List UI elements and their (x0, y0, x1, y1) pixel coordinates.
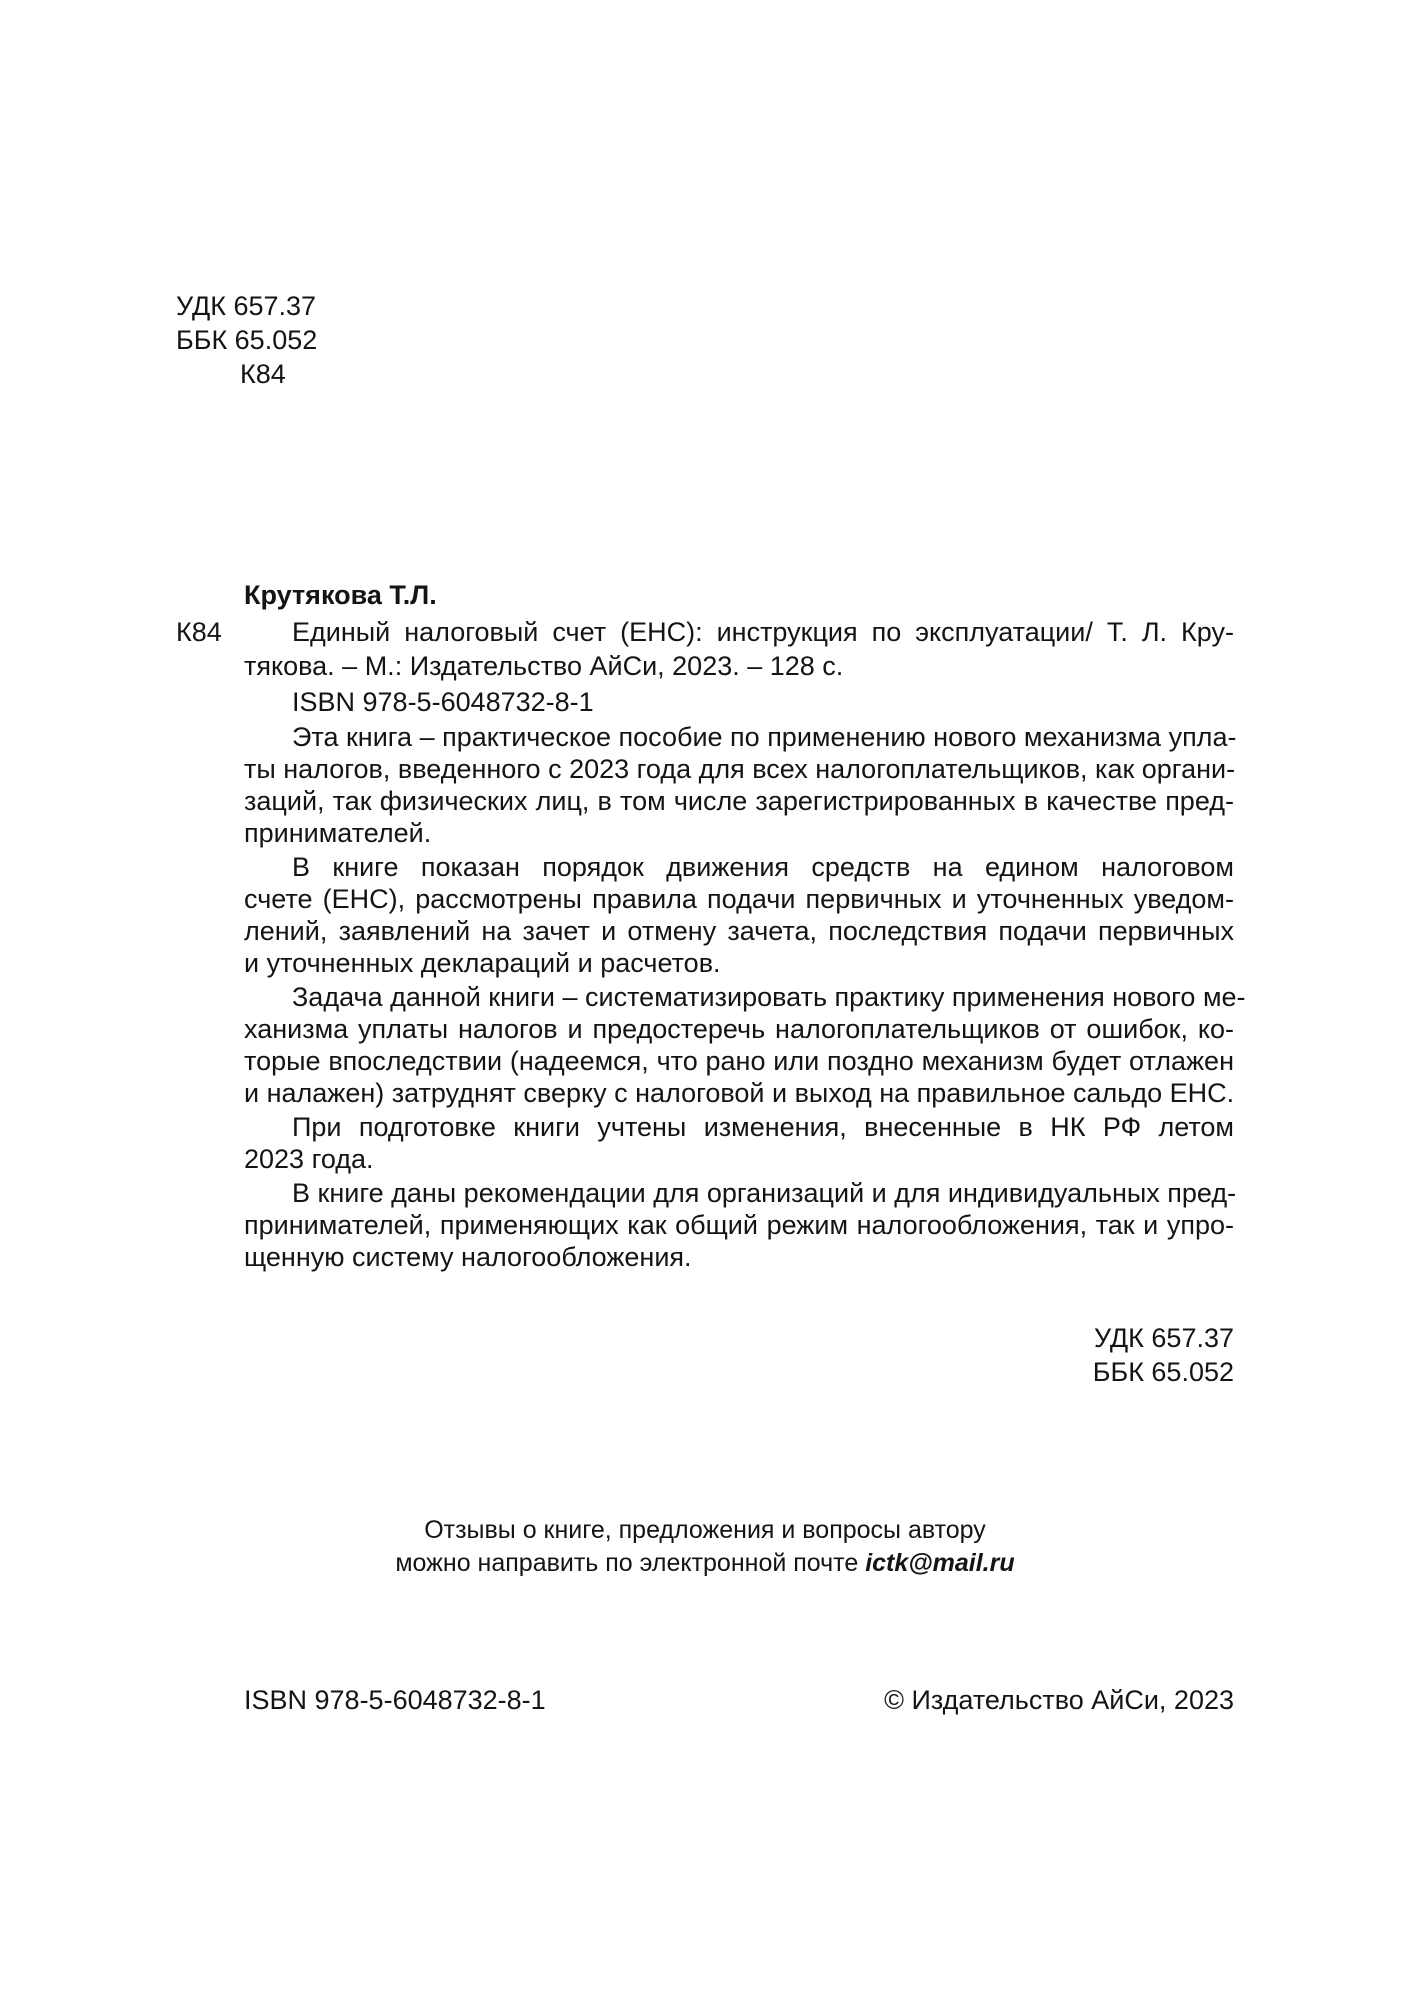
annotation-line: торые впоследствии (надеемся, что рано или поздно механизм будет отлажен (244, 1046, 1234, 1076)
udk-bottom: УДК 657.37 (1093, 1323, 1234, 1353)
annotation-line: щенную систему налогообложения. (244, 1242, 692, 1272)
annotation-line: и налажен) затруднят сверку с налоговой и выход на правильное сальдо ЕНС. (244, 1078, 1235, 1108)
annotation-line: В книге даны рекомендации для организаций и для индивидуальных пред- (292, 1178, 1237, 1208)
annotation-line: лений, заявлений на зачет и отмену зачета, последствия подачи первичных (244, 916, 1234, 946)
annotation-line: Задача данной книги – систематизировать практику применения нового ме- (292, 982, 1246, 1012)
annotation-line: В книге показан порядок движения средств на едином налоговом (292, 852, 1234, 882)
bibliographic-title-line: Единый налоговый счет (ЕНС): инструкция по эксплуатации/ Т. Л. Кру- (292, 617, 1234, 647)
annotation-line: Эта книга – практическое пособие по применению нового механизма упла- (292, 722, 1237, 752)
annotation-line: принимателей. (244, 818, 432, 848)
annotation-line: заций, так физических лиц, в том числе зарегистрированных в качестве пред- (244, 786, 1234, 816)
bibliographic-title-line: тякова. – М.: Издательство АйСи, 2023. – 128 с. (244, 651, 844, 681)
annotation-line: ты налогов, введенного с 2023 года для всех налогоплательщиков, как органи- (244, 754, 1236, 784)
bbk-top: ББК 65.052 (176, 325, 318, 355)
author-heading: Крутякова Т.Л. (244, 580, 437, 610)
annotation-line: и уточненных деклараций и расчетов. (244, 948, 721, 978)
bbk-bottom: ББК 65.052 (1092, 1357, 1234, 1387)
author-email-link[interactable]: ictk@mail.ru (865, 1549, 1015, 1577)
annotation-line: принимателей, применяющих как общий режим налогообложения, так и упро- (244, 1210, 1234, 1240)
annotation-line: ханизма уплаты налогов и предостеречь налогоплательщиков от ошибок, ко- (244, 1014, 1234, 1044)
feedback-prefix: можно направить по электронной почте (395, 1549, 859, 1577)
card-isbn: ISBN 978-5-6048732-8-1 (292, 687, 594, 717)
cutter-mark-top: К84 (240, 359, 286, 389)
card-cutter-mark: К84 (176, 617, 222, 647)
feedback-line-email (0, 1545, 1410, 1581)
annotation-line: 2023 года. (244, 1144, 374, 1174)
udk-top: УДК 657.37 (176, 291, 317, 321)
annotation-line: счете (ЕНС), рассмотрены правила подачи первичных и уточненных уведом- (244, 884, 1234, 914)
annotation-line: При подготовке книги учтены изменения, внесенные в НК РФ летом (292, 1112, 1234, 1142)
footer-isbn: ISBN 978-5-6048732-8-1 (244, 1685, 546, 1715)
feedback-line: Отзывы о книге, предложения и вопросы автору (424, 1516, 986, 1544)
copyright-notice: © Издательство АйСи, 2023 (884, 1685, 1234, 1715)
